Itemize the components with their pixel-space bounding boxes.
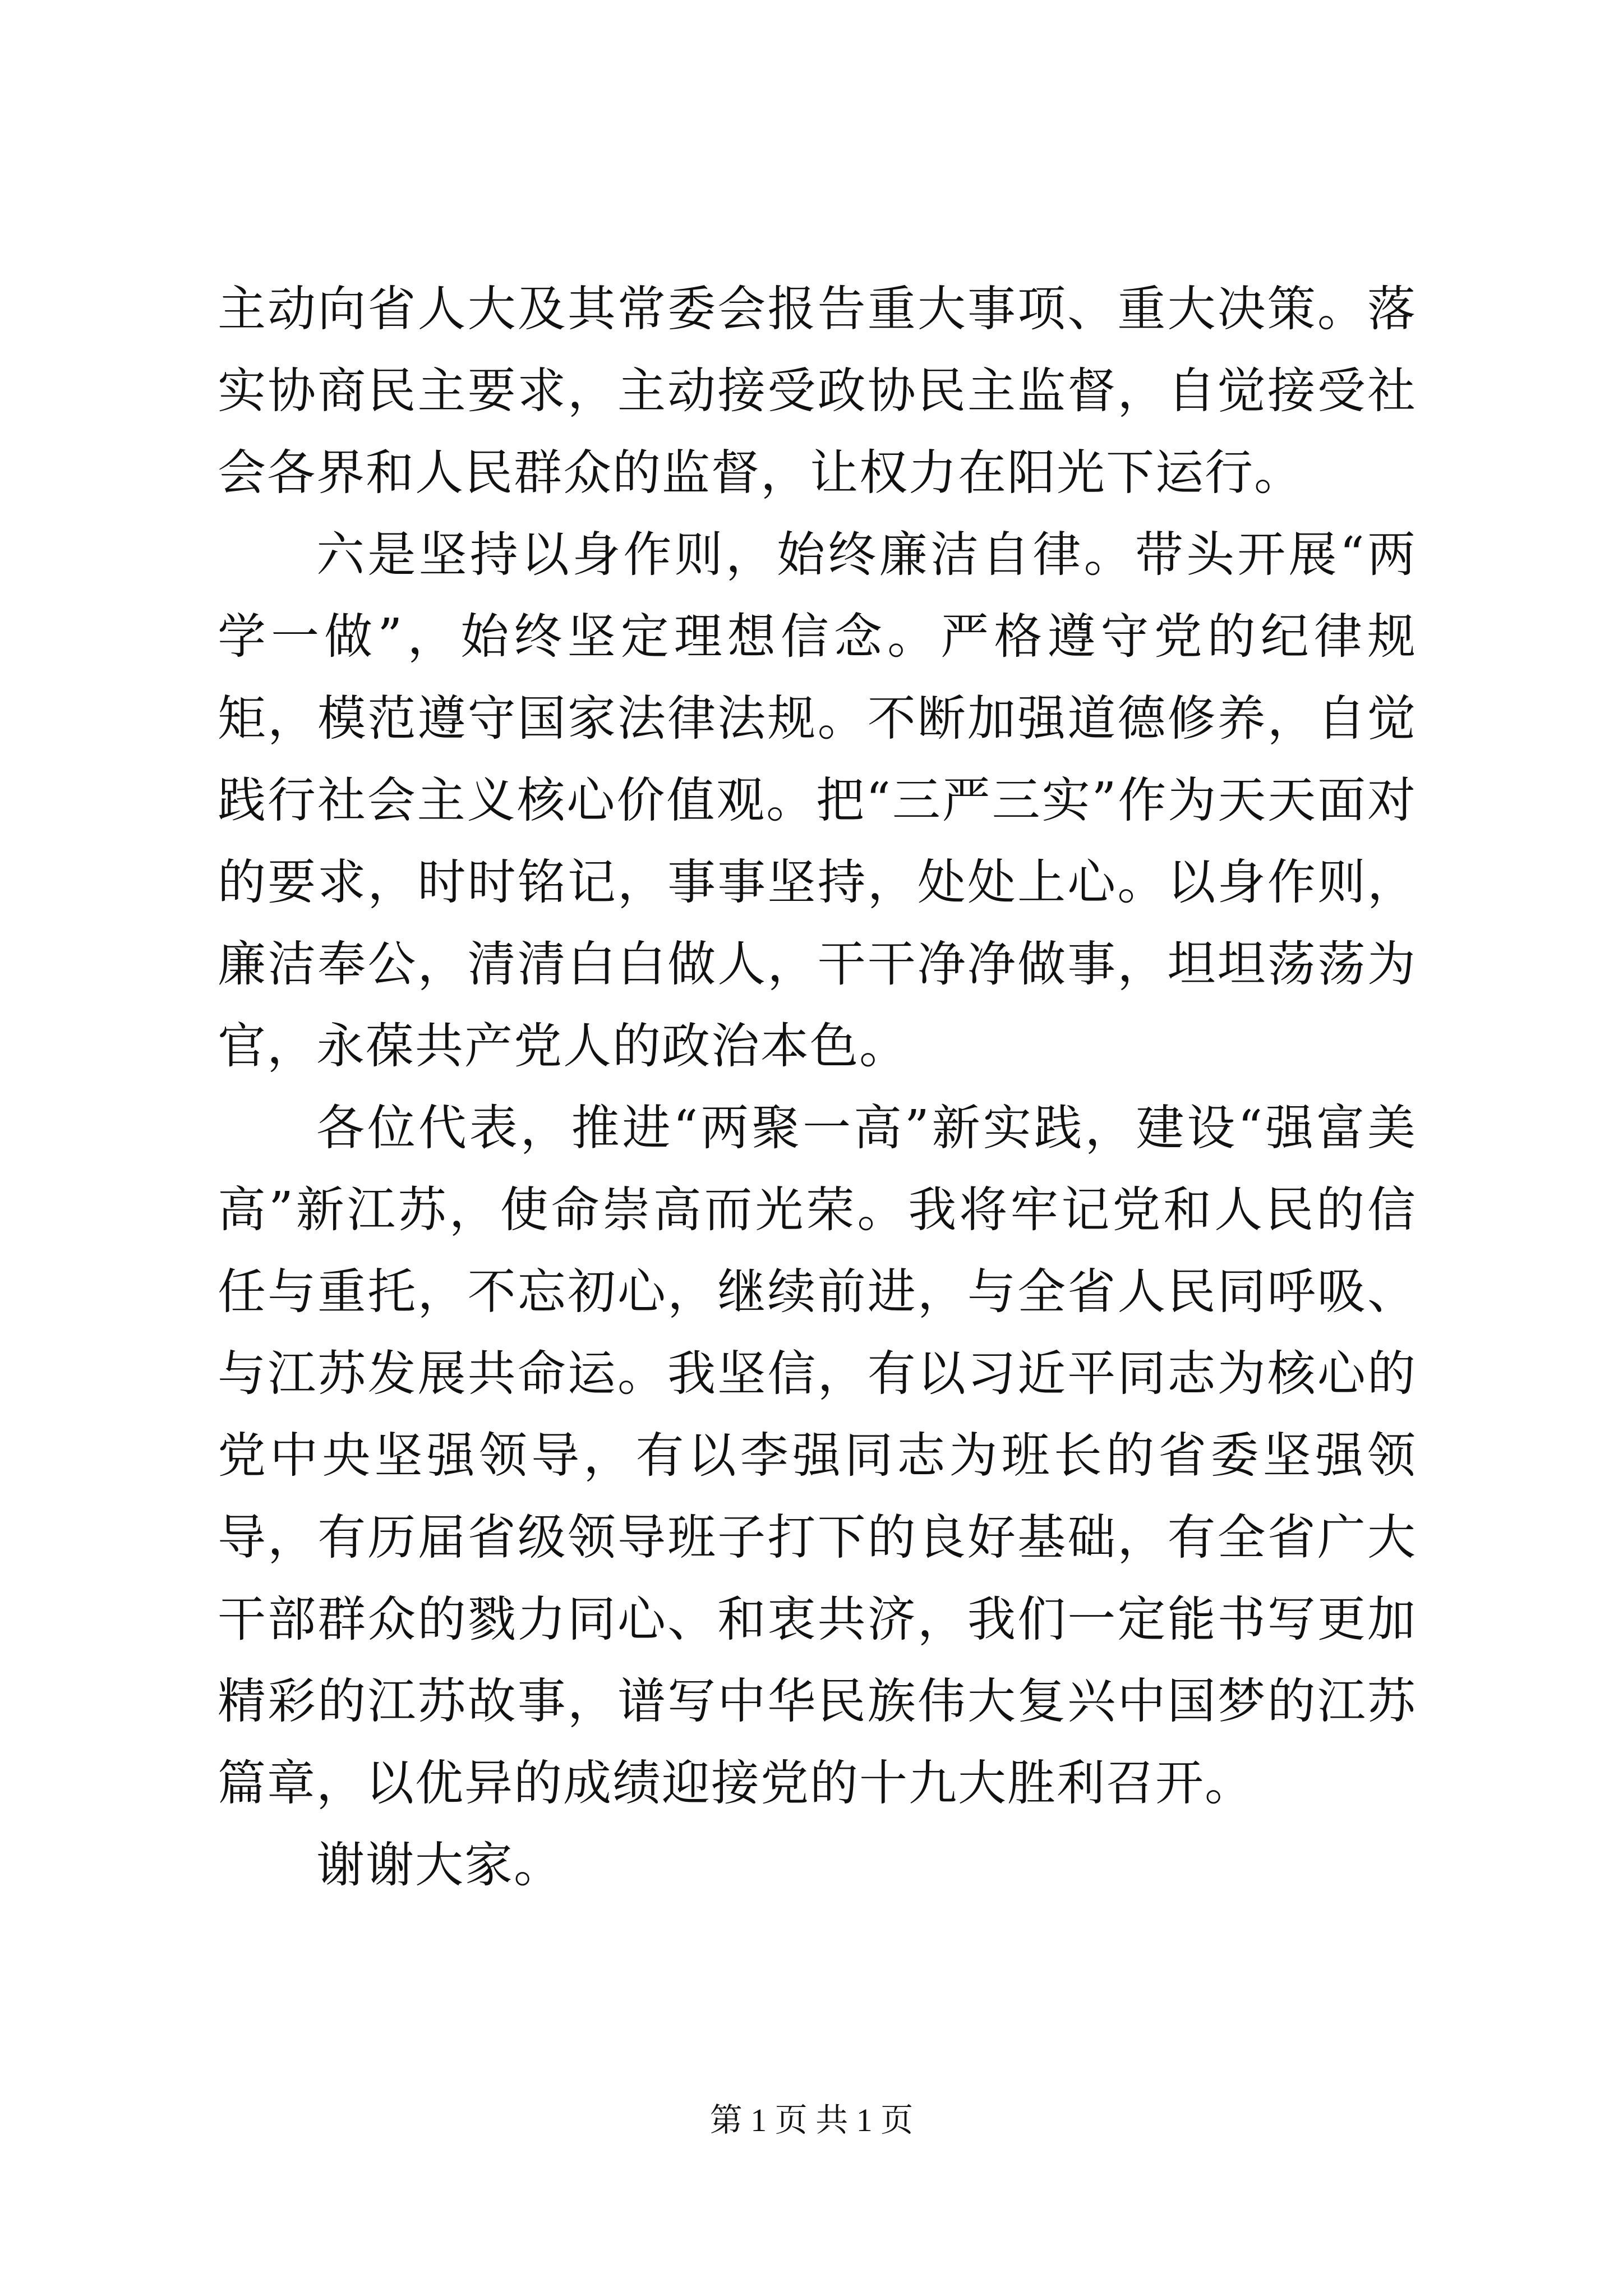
paragraph-2: 六是坚持以身作则，始终廉洁自律。带头开展“两学一做”，始终坚定理想信念。严格遵守党的纪律规矩，模范遵守国家法律法规。不断加强道德修养，自觉践行社会主义核心价值观。把“三严三实”作为天天面对的要求，时时铭记，事事坚持，处处上心。以身作则，廉洁奉公，清清白白做人，干干净净做事，坦坦荡荡为官，永葆共产党人的政治本色。 [218,527,1417,1074]
document-body [218,268,1417,1906]
paragraph-4: 谢谢大家。 [316,1837,563,1893]
paragraph-1: 主动向省人大及其常委会报告重大事项、重大决策。落实协商民主要求，主动接受政协民主监督，自觉接受社会各界和人民群众的监督，让权力在阳光下运行。 [218,281,1417,501]
page-footer: 第 1 页 共 1 页 [709,2102,914,2138]
paragraph-3: 各位代表，推进“两聚一高”新实践，建设“强富美高”新江苏，使命崇高而光荣。我将牢记党和人民的信任与重托，不忘初心，继续前进，与全省人民同呼吸、与江苏发展共命运。我坚信，有以习近平同志为核心的党中央坚强领导，有以李强同志为班长的省委坚强领导，有历届省级领导班子打下的良好基础，有全省广大干部群众的戮力同心、和衷共济，我们一定能书写更加精彩的江苏故事，谱写中华民族伟大复兴中国梦的江苏篇章，以优异的成绩迎接党的十九大胜利召开。 [218,1100,1417,1811]
